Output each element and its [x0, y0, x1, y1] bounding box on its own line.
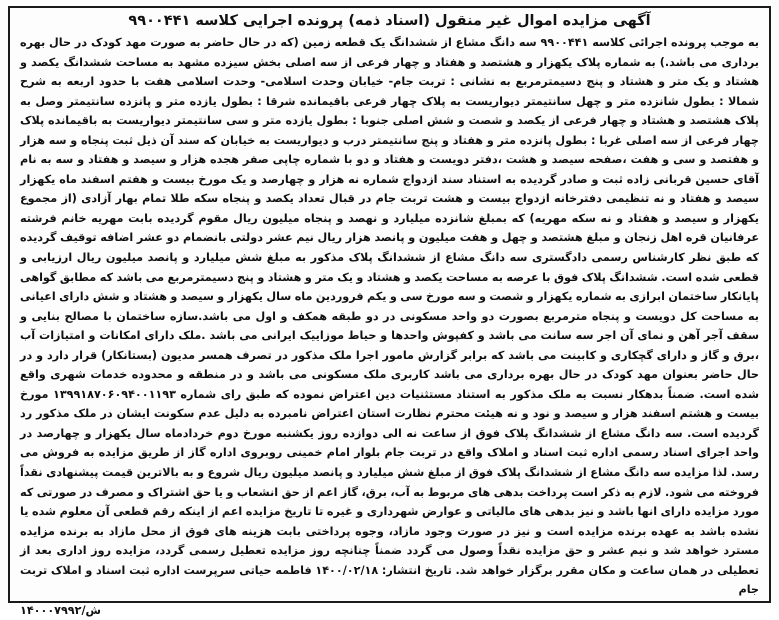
reference-code: ۱۴۰۰۰۷۹۹۲/ش	[20, 603, 101, 617]
notice-body: به موجب پرونده اجرائی کلاسه ۹۹۰۰۴۴۱ سه دانگ مشاع از ششدانگ یک قطعه زمین (که در حال حاضر به صورت مهد کودک در حال بهره برداری می باشد.) به شماره پلاک یکهزار و هشتصد و هفتاد و چهار فرعی از سه اصلی بخش سیزده مشهد به مساحت ششدانگ یکصد و هشتاد و یک متر و هشتاد و پنج دسیمترمربع به نشانی : تربت جام- خیابان وحدت اسلامی- وحدت اسلامی هفت با حدود اربعه به شرح شمالا : بطول شانزده متر و چهل سانتیمتر دیواریست به پلاک چهار فرعی باقیمانده شرقا : بطول یازده متر و پانزده سانتیمتر وصل به پلاک هشتصد و هشتاد و چهار فرعی از یکصد و شصت و شش اصلی جنوبا : بطول یازده متر و سی سانتیمتر دیواریست به باقیمانده پلاک چهار فرعی از سه اصلی غربا : بطول پانزده متر و هفتاد و پنج سانتیمتر درب و دیواریست به خیابان که سند آن ذیل ثبت پنجاه و سه هزار و هفتصد و سی و هفت ،صفحه سیصد و هشت ،دفتر دویست و هفتاد و دو با شماره چاپی صفر هجده هزار و سیصد و هفتاد و سه به نام آقای حسین قربانی زاده ثبت و صادر گردیده به استناد سند ازدواج شماره نه هزار و چهارصد و یک مورخ بیست و هفتم اسفند ماه یکهزار سیصد و هفتاد و نه تنظیمی دفترخانه ازدواج بیست و هشت تربت جام در قبال تعداد یکصد و پنجاه سکه طلا تمام بهار آزادی (از مجموع یکهزار و سیصد و هفتاد و نه سکه مهریه) که بمبلغ شانزده میلیارد و نهصد و پنجاه میلیون ریال مقوم گردیده بابت مهریه خانم فرشته عرفانیان قره اهل زنجان و مبلغ هشتصد و چهل و هفت میلیون و پانصد هزار ریال نیم عشر دولتی بانضمام دو عشر اضافه توقیف گردیده که طبق نظر کارشناس رسمی دادگستری سه دانگ مشاع از ششدانگ پلاک مذکور به مبلغ شش میلیارد و پانصد میلیون ریال ارزیابی و قطعی شده است. ششدانگ پلاک فوق با عرصه به مساحت یکصد و هشتاد و یک متر و هشتاد و پنج دسیمترمربع می باشد که مطابق گواهی پایانکار ساختمان ابرازی به شماره یکهزار و شصت و سه مورخ سی و یکم فروردین ماه سال یکهزار و سیصد و هشتاد و شش دارای اعیانی به مساحت کل دویست و پنجاه مترمربع بصورت دو واحد مسکونی در دو طبقه همکف و اول می باشد.سازه ساختمان با مصالح بنایی و سقف آجر آهن و نمای آن اجر سه سانت می باشد و کفپوش واحدها و حیاط موزاییک ایرانی می باشد .ملک دارای امکانات و امتیازات آب ،برق و گاز و دارای گچکاری و کابینت می باشد که برابر گزارش مامور اجرا ملک مذکور در تصرف همسر مدیون (بستانکار) قرار دارد و در حال حاضر بعنوان مهد کودک در حال بهره برداری می باشد کاربری ملک مسکونی می باشد و در منطقه و محدوده خدمات شهری واقع شده است. ضمناً بدهکار نسبت به ملک مذکور به استناد مستثنیات دین اعتراض نموده که طبق رای شماره ۱۳۹۹۱۸۷۰۶۰۹۴۰۰۱۱۹۳ مورخ بیست و هشتم اسفند هزار و سیصد و نود و نه هیئت محترم نظارت استان اعتراض نامبرده به دلیل عدم سکونت ایشان در ملک مذکور رد گردیده است. سه دانگ مشاع از ششدانگ پلاک فوق از ساعت نه الی دوازده روز یکشنبه مورخ دوم خردادماه سال یکهزار و چهارصد در واحد اجرای اسناد رسمی اداره ثبت اسناد و املاک واقع در تربت جام بلوار امام خمینی روبروی اداره گاز از طریق مزایده به فروش می رسد. لذا مزایده سه دانگ مشاع از ششدانگ پلاک فوق از مبلغ شش میلیارد و پانصد میلیون ریال شروع و به بالاترین قیمت پیشنهادی نقداً فروخته می شود. لازم به ذکر است پرداخت بدهی های مربوط به آب، برق، گاز اعم از حق انشعاب و یا حق اشتراک و مصرف در صورتی که مورد مزایده دارای انها باشد و نیز بدهی های مالیاتی و عوارض شهرداری و غیره تا تاریخ مزایده اعم از اینکه رقم قطعی آن معلوم شده یا نشده باشد به عهده برنده مزایده است و نیز در صورت وجود مازاد، وجوه پرداختی بابت هزینه های فوق از محل مازاد به برنده مزایده مسترد خواهد شد و نیم عشر و حق مزایده نقداً وصول می گردد ضمناً چنانچه روز مزایده تعطیل رسمی گردد، مزایده روز اداری بعد از تعطیلی در همان ساعت و مکان مقرر برگزار خواهد شد. تاریخ انتشار: ۱۴۰۰/۰۲/۱۸ فاطمه حیاتی سرپرست اداره ثبت اسناد و املاک تربت جام	[20, 36, 759, 597]
notice-title: آگهی مزایده اموال غیر منقول (اسناد ذمه) پرونده اجرایی کلاسه ۹۹۰۰۴۴۱	[128, 13, 651, 29]
notice-frame	[8, 6, 771, 617]
